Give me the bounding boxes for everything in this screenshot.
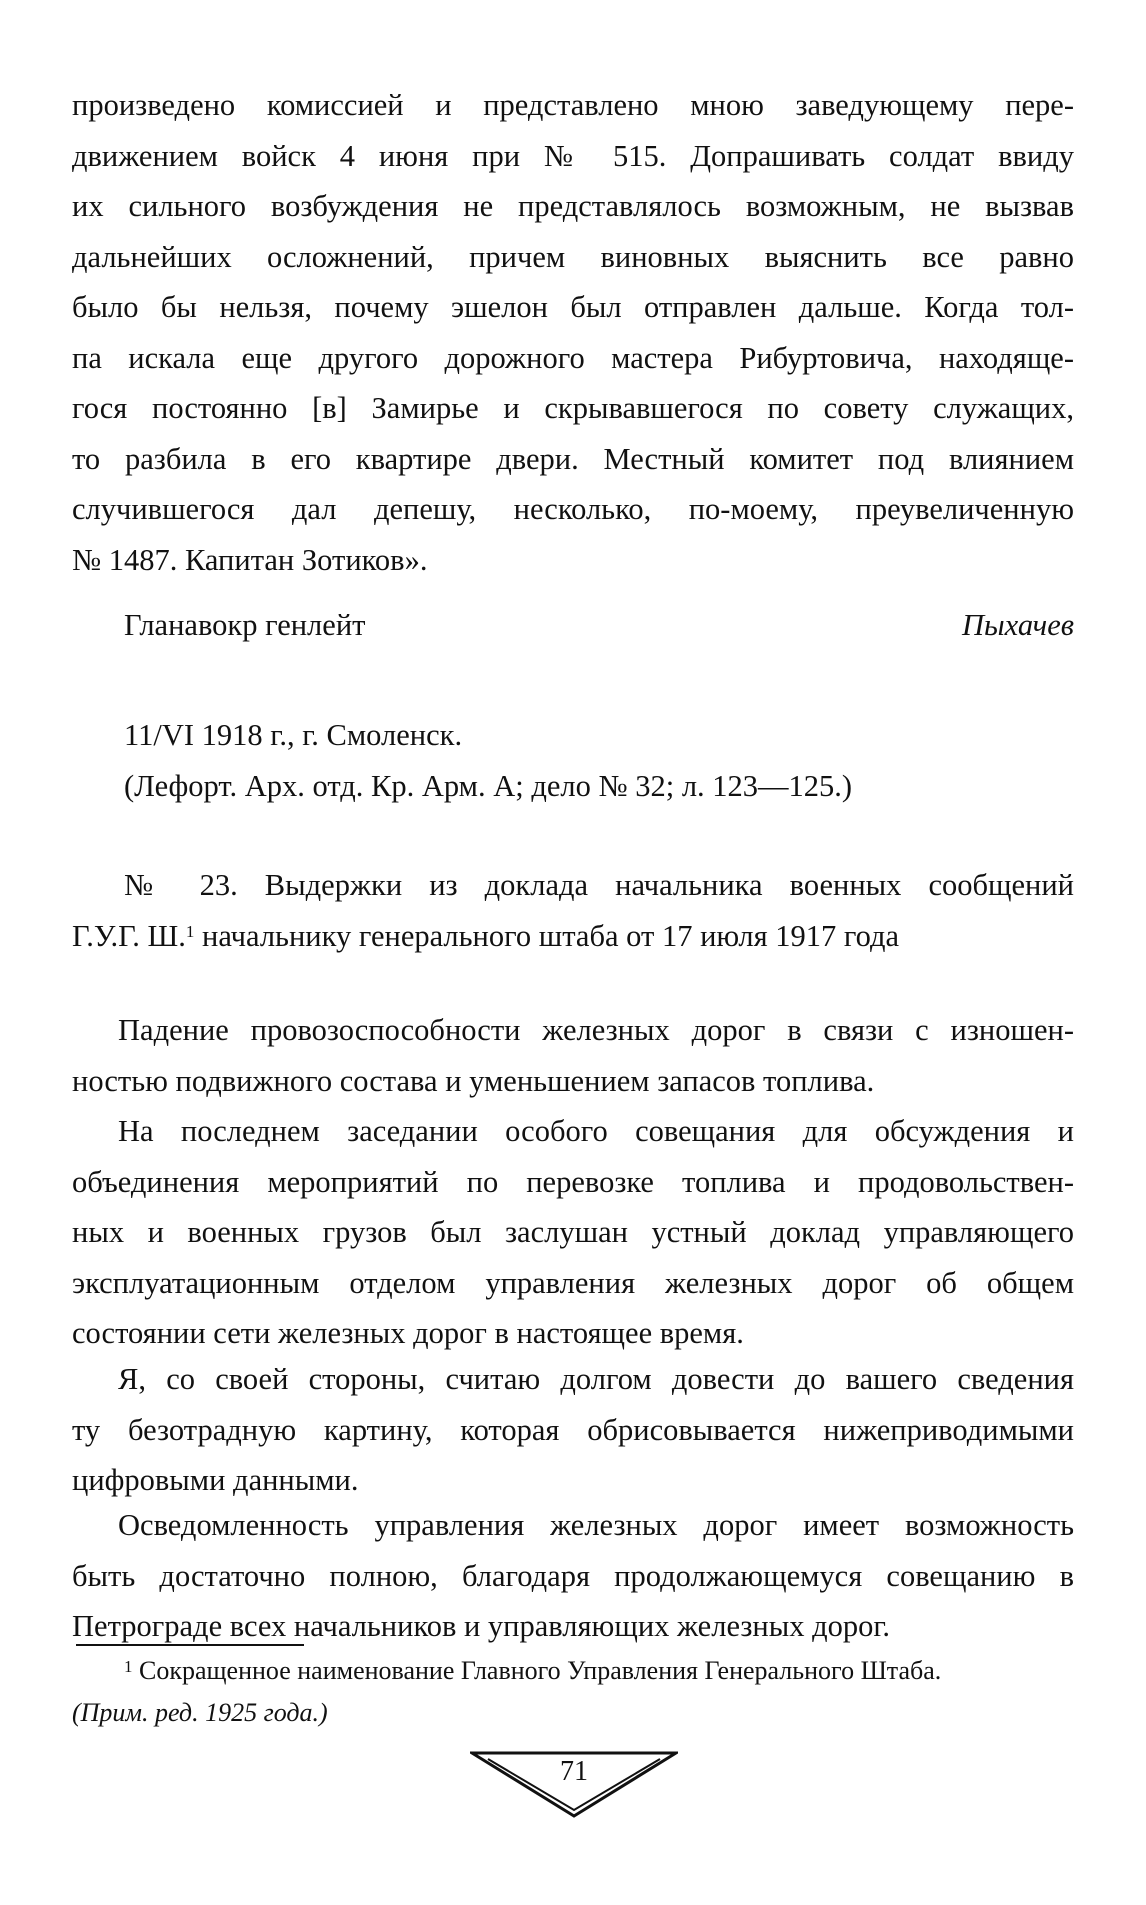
footnote xyxy=(72,1650,1074,1734)
heading-abbrev: Г.У.Г. Ш. xyxy=(72,918,186,953)
para-line xyxy=(72,1056,1074,1107)
footnote-marker: 1 xyxy=(185,921,195,941)
footnote-editor-note: (Прим. ред. 1925 года.) xyxy=(72,1698,328,1727)
text-line: то разбила в его квартире двери. Местный комитет под влиянием xyxy=(72,441,1074,476)
signature-row xyxy=(72,600,1074,650)
text-line: Осведомленность управления железных дорог имеет возможность xyxy=(118,1508,1074,1542)
document-heading xyxy=(72,860,1074,961)
page-number-ornament xyxy=(470,1750,678,1820)
text-line: случившегося дал депешу, несколько, по-моему, преувеличенную xyxy=(72,492,1074,526)
para-line xyxy=(72,1551,1074,1602)
text-line: объединения мероприятий по перевозке топлива и продовольствен- xyxy=(72,1164,1074,1199)
signature-position: Гланавокр генлейт xyxy=(124,608,366,642)
text-line: ту безотрадную картину, которая обрисовывается нижеприводимыми xyxy=(72,1412,1074,1447)
date-place xyxy=(72,710,1074,760)
heading-text-rest: начальнику генерального штаба от 17 июля 1917 года xyxy=(194,918,900,953)
text-line: дальнейших осложнений, причем виновных выяснить все равно xyxy=(72,239,1074,274)
heading-line-1 xyxy=(72,860,1074,911)
heading-text: № 23. Выдержки из доклада начальника военных сообщений xyxy=(124,868,1074,902)
text-line: гося постоянно [в] Замирье и скрывавшегося по совету служащих, xyxy=(72,391,1074,425)
text-line: Я, со своей стороны, считаю долгом довести до вашего сведения xyxy=(118,1362,1074,1396)
para-lines xyxy=(72,1157,1074,1309)
archive-reference xyxy=(72,761,1074,811)
text-line: ностью подвижного состава и уменьшением запасов топлива. xyxy=(72,1063,875,1098)
text-line: па искала еще другого дорожного мастера Рибуртовича, находяще- xyxy=(72,340,1074,375)
para-line xyxy=(72,1455,1074,1506)
body-paragraph xyxy=(72,1106,1074,1359)
body-paragraph xyxy=(72,1354,1074,1506)
footnote-body: Сокращенное наименование Главного Управления Генерального Штаба. xyxy=(132,1656,942,1685)
archive-reference-text: (Лефорт. Арх. отд. Кр. Арм. А; дело № 32; л. 123—125.) xyxy=(124,769,853,803)
heading-line-2 xyxy=(72,911,1074,962)
text-line: было бы нельзя, почему эшелон был отправлен дальше. Когда тол- xyxy=(72,290,1074,324)
text-line: состоянии сети железных дорог в настоящее время. xyxy=(72,1316,744,1350)
footnote-divider xyxy=(76,1644,304,1646)
footnote-number: 1 xyxy=(124,1657,133,1676)
text-line: Петрограде всех начальников и управляющих железных дорог. xyxy=(72,1609,891,1643)
footnote-text xyxy=(72,1650,1074,1692)
signature-name: Пыхачев xyxy=(962,608,1074,642)
text-line: произведено комиссией и представлено мною заведующему пере- xyxy=(72,88,1074,122)
body-paragraph xyxy=(72,1500,1074,1652)
body-paragraph xyxy=(72,1005,1074,1106)
page-number: 71 xyxy=(560,1756,588,1787)
text-line: цифровыми данными. xyxy=(72,1463,359,1497)
text-line: № 1487. Капитан Зотиков». xyxy=(72,542,428,577)
text-line: движением войск 4 июня при № 515. Допрашивать солдат ввиду xyxy=(72,138,1074,173)
text-line: Падение провозоспособности железных дорог в связи с изношен- xyxy=(118,1013,1074,1047)
para-line xyxy=(72,1354,1074,1405)
text-line: На последнем заседании особого совещания для обсуждения и xyxy=(118,1114,1074,1148)
date-place-text: 11/VI 1918 г., г. Смоленск. xyxy=(124,718,463,752)
top-paragraph-text xyxy=(72,80,1074,535)
text-line: ных и военных грузов был заслушан устный доклад управляющего xyxy=(72,1215,1074,1249)
text-line: быть достаточно полною, благодаря продолжающемуся совещанию в xyxy=(72,1558,1074,1593)
top-paragraph-last-line xyxy=(72,535,1074,586)
para-line xyxy=(72,1106,1074,1157)
para-line xyxy=(72,1500,1074,1551)
text-line: их сильного возбуждения не представлялось возможным, не вызвав xyxy=(72,189,1074,223)
para-line xyxy=(72,1405,1074,1456)
para-line xyxy=(72,1005,1074,1056)
text-line: эксплуатационным отделом управления железных дорог об общем xyxy=(72,1265,1074,1300)
para-line xyxy=(72,1308,1074,1359)
top-paragraph xyxy=(72,80,1074,585)
